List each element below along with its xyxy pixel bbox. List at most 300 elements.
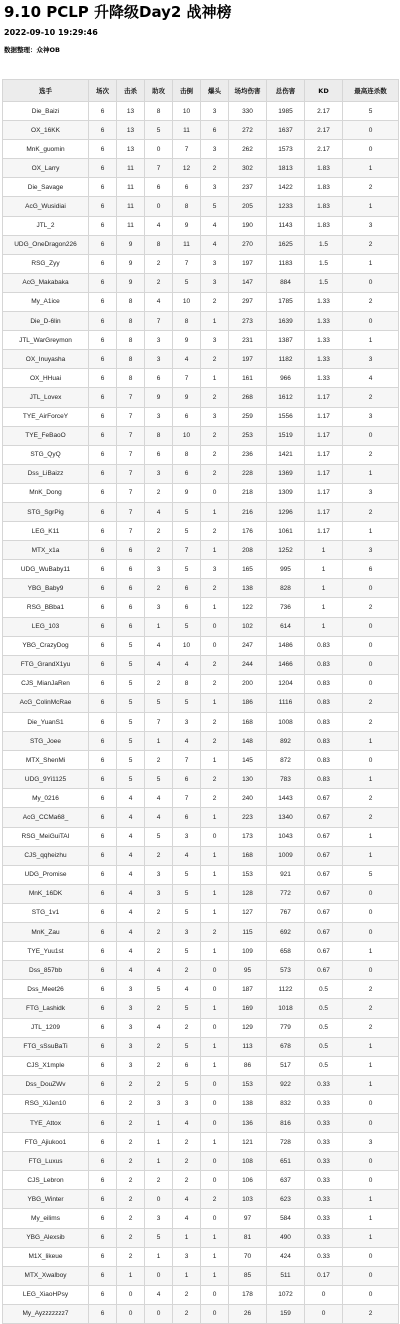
cell-assists: 7 [145, 713, 173, 732]
cell-assists: 3 [145, 560, 173, 579]
cell-total-damage: 1009 [267, 846, 305, 865]
cell-headshots: 0 [201, 483, 229, 502]
cell-assists: 8 [145, 426, 173, 445]
cell-player-name: JTL_WarGreymon [3, 331, 89, 350]
cell-knocks: 10 [173, 102, 201, 121]
table-row [3, 1247, 399, 1266]
table-row [3, 273, 399, 292]
cell-player-name: TYE_FeBaoO [3, 426, 89, 445]
cell-player-name: JTL_1209 [3, 1018, 89, 1037]
cell-assists: 2 [145, 1056, 173, 1075]
table-row [3, 235, 399, 254]
cell-max-streak: 2 [343, 292, 399, 311]
cell-max-streak: 2 [343, 713, 399, 732]
cell-max-streak: 0 [343, 273, 399, 292]
cell-player-name: OX_Larry [3, 159, 89, 178]
cell-max-streak: 0 [343, 923, 399, 942]
cell-assists: 3 [145, 1209, 173, 1228]
cell-avg-damage: 200 [229, 674, 267, 693]
cell-player-name: STG_QyQ [3, 445, 89, 464]
cell-kd: 1.17 [305, 502, 343, 521]
table-row [3, 102, 399, 121]
cell-avg-damage: 26 [229, 1304, 267, 1323]
cell-assists: 4 [145, 961, 173, 980]
cell-matches: 6 [89, 273, 117, 292]
cell-max-streak: 1 [343, 1075, 399, 1094]
cell-total-damage: 1387 [267, 331, 305, 350]
cell-player-name: Dss_LiBaizz [3, 464, 89, 483]
cell-headshots: 2 [201, 789, 229, 808]
cell-knocks: 6 [173, 808, 201, 827]
cell-kd: 1.17 [305, 522, 343, 541]
cell-max-streak: 1 [343, 942, 399, 961]
cell-avg-damage: 153 [229, 865, 267, 884]
cell-kd: 0.67 [305, 903, 343, 922]
cell-total-damage: 692 [267, 923, 305, 942]
cell-max-streak: 0 [343, 140, 399, 159]
cell-total-damage: 1985 [267, 102, 305, 121]
cell-knocks: 10 [173, 426, 201, 445]
cell-knocks: 6 [173, 1056, 201, 1075]
cell-kills: 4 [117, 846, 145, 865]
cell-matches: 6 [89, 216, 117, 235]
table-row [3, 1209, 399, 1228]
cell-player-name: YBG_Alexsib [3, 1228, 89, 1247]
cell-kd: 0.5 [305, 1037, 343, 1056]
cell-assists: 2 [145, 1171, 173, 1190]
cell-kills: 1 [117, 1266, 145, 1285]
cell-matches: 6 [89, 923, 117, 942]
cell-kills: 5 [117, 732, 145, 751]
cell-kills: 6 [117, 560, 145, 579]
cell-assists: 4 [145, 216, 173, 235]
cell-kd: 1.33 [305, 369, 343, 388]
cell-max-streak: 0 [343, 579, 399, 598]
cell-matches: 6 [89, 1209, 117, 1228]
cell-headshots: 2 [201, 579, 229, 598]
cell-kills: 3 [117, 999, 145, 1018]
cell-player-name: Dss_Meet26 [3, 980, 89, 999]
cell-knocks: 5 [173, 884, 201, 903]
cell-kd: 1.83 [305, 159, 343, 178]
cell-total-damage: 1309 [267, 483, 305, 502]
cell-matches: 6 [89, 140, 117, 159]
cell-headshots: 0 [201, 827, 229, 846]
cell-total-damage: 1043 [267, 827, 305, 846]
table-row [3, 483, 399, 502]
cell-total-damage: 1018 [267, 999, 305, 1018]
cell-max-streak: 6 [343, 560, 399, 579]
cell-total-damage: 892 [267, 732, 305, 751]
cell-avg-damage: 147 [229, 273, 267, 292]
cell-assists: 8 [145, 102, 173, 121]
cell-kd: 0.5 [305, 1018, 343, 1037]
cell-player-name: MTX_ShenMi [3, 751, 89, 770]
cell-max-streak: 0 [343, 1285, 399, 1304]
cell-headshots: 2 [201, 522, 229, 541]
cell-player-name: TYE_AirForceY [3, 407, 89, 426]
cell-headshots: 3 [201, 254, 229, 273]
cell-total-damage: 1061 [267, 522, 305, 541]
cell-player-name: My_Ayzzzzzzz7 [3, 1304, 89, 1323]
cell-headshots: 2 [201, 713, 229, 732]
cell-knocks: 6 [173, 770, 201, 789]
cell-player-name: JTL_Lovex [3, 388, 89, 407]
cell-knocks: 12 [173, 159, 201, 178]
table-row [3, 598, 399, 617]
cell-max-streak: 1 [343, 331, 399, 350]
cell-max-streak: 2 [343, 445, 399, 464]
cell-player-name: YBG_Winter [3, 1190, 89, 1209]
cell-avg-damage: 330 [229, 102, 267, 121]
table-row [3, 464, 399, 483]
table-row [3, 1228, 399, 1247]
cell-total-damage: 1466 [267, 655, 305, 674]
cell-assists: 4 [145, 636, 173, 655]
cell-total-damage: 159 [267, 1304, 305, 1323]
cell-headshots: 2 [201, 464, 229, 483]
cell-matches: 6 [89, 292, 117, 311]
cell-avg-damage: 228 [229, 464, 267, 483]
cell-knocks: 4 [173, 1113, 201, 1132]
cell-matches: 6 [89, 522, 117, 541]
cell-max-streak: 2 [343, 502, 399, 521]
cell-kills: 9 [117, 254, 145, 273]
col-header-knocks: 击倒 [173, 80, 201, 102]
cell-player-name: LEG_103 [3, 617, 89, 636]
col-header-headshots: 爆头 [201, 80, 229, 102]
cell-player-name: RSG_XiJen10 [3, 1094, 89, 1113]
cell-total-damage: 1252 [267, 541, 305, 560]
cell-assists: 0 [145, 1304, 173, 1323]
cell-headshots: 1 [201, 751, 229, 770]
cell-total-damage: 1296 [267, 502, 305, 521]
cell-total-damage: 1573 [267, 140, 305, 159]
cell-avg-damage: 253 [229, 426, 267, 445]
table-row [3, 636, 399, 655]
cell-knocks: 8 [173, 445, 201, 464]
cell-matches: 6 [89, 1133, 117, 1152]
cell-avg-damage: 218 [229, 483, 267, 502]
cell-total-damage: 1072 [267, 1285, 305, 1304]
cell-max-streak: 1 [343, 1056, 399, 1075]
cell-avg-damage: 145 [229, 751, 267, 770]
cell-knocks: 4 [173, 655, 201, 674]
cell-kills: 7 [117, 388, 145, 407]
cell-kills: 4 [117, 827, 145, 846]
cell-max-streak: 1 [343, 1209, 399, 1228]
table-row [3, 140, 399, 159]
cell-kills: 7 [117, 407, 145, 426]
cell-total-damage: 1625 [267, 235, 305, 254]
cell-matches: 6 [89, 1075, 117, 1094]
table-row [3, 522, 399, 541]
cell-kills: 9 [117, 273, 145, 292]
cell-knocks: 5 [173, 1037, 201, 1056]
page-title: 9.10 PCLP 升降级Day2 战神榜 [4, 3, 232, 21]
cell-avg-damage: 109 [229, 942, 267, 961]
cell-player-name: OX_Inuyasha [3, 350, 89, 369]
cell-kd: 0.33 [305, 1133, 343, 1152]
cell-knocks: 4 [173, 980, 201, 999]
cell-kills: 3 [117, 1056, 145, 1075]
cell-matches: 6 [89, 1056, 117, 1075]
table-row [3, 1075, 399, 1094]
cell-max-streak: 2 [343, 999, 399, 1018]
cell-knocks: 7 [173, 541, 201, 560]
cell-matches: 6 [89, 121, 117, 140]
table-row [3, 178, 399, 197]
cell-kd: 0.83 [305, 674, 343, 693]
table-row [3, 579, 399, 598]
cell-total-damage: 1143 [267, 216, 305, 235]
cell-kills: 2 [117, 1075, 145, 1094]
cell-assists: 3 [145, 464, 173, 483]
cell-max-streak: 1 [343, 1190, 399, 1209]
cell-knocks: 6 [173, 178, 201, 197]
cell-knocks: 5 [173, 273, 201, 292]
cell-max-streak: 0 [343, 617, 399, 636]
cell-avg-damage: 176 [229, 522, 267, 541]
cell-player-name: UDG_9Yi1125 [3, 770, 89, 789]
table-row [3, 942, 399, 961]
cell-headshots: 0 [201, 1113, 229, 1132]
cell-player-name: AcG_CCMa68_ [3, 808, 89, 827]
cell-matches: 6 [89, 502, 117, 521]
cell-kd: 0.83 [305, 751, 343, 770]
table-row [3, 369, 399, 388]
cell-avg-damage: 108 [229, 1152, 267, 1171]
cell-kills: 7 [117, 445, 145, 464]
cell-player-name: FTG_Ajiukoo1 [3, 1133, 89, 1152]
cell-headshots: 1 [201, 1266, 229, 1285]
cell-kills: 5 [117, 674, 145, 693]
cell-headshots: 3 [201, 560, 229, 579]
cell-knocks: 1 [173, 1266, 201, 1285]
cell-player-name: MTX_Xwalboy [3, 1266, 89, 1285]
cell-knocks: 4 [173, 732, 201, 751]
cell-headshots: 5 [201, 197, 229, 216]
cell-player-name: CJS_Lebron [3, 1171, 89, 1190]
cell-kd: 0.67 [305, 808, 343, 827]
cell-headshots: 3 [201, 273, 229, 292]
cell-headshots: 2 [201, 770, 229, 789]
cell-matches: 6 [89, 407, 117, 426]
cell-matches: 6 [89, 1037, 117, 1056]
cell-max-streak: 0 [343, 1247, 399, 1266]
cell-avg-damage: 169 [229, 999, 267, 1018]
cell-total-damage: 1008 [267, 713, 305, 732]
cell-headshots: 0 [201, 1285, 229, 1304]
cell-max-streak: 0 [343, 751, 399, 770]
table-row [3, 159, 399, 178]
cell-kd: 0.83 [305, 770, 343, 789]
cell-max-streak: 3 [343, 483, 399, 502]
cell-matches: 6 [89, 350, 117, 369]
cell-headshots: 4 [201, 235, 229, 254]
cell-kills: 0 [117, 1285, 145, 1304]
cell-headshots: 0 [201, 1304, 229, 1323]
cell-player-name: Die_D-6lin [3, 312, 89, 331]
cell-avg-damage: 178 [229, 1285, 267, 1304]
cell-kd: 1 [305, 617, 343, 636]
cell-headshots: 1 [201, 693, 229, 712]
cell-kills: 11 [117, 159, 145, 178]
cell-kd: 1.83 [305, 178, 343, 197]
cell-max-streak: 0 [343, 1152, 399, 1171]
table-row [3, 961, 399, 980]
cell-kills: 11 [117, 216, 145, 235]
cell-headshots: 0 [201, 1171, 229, 1190]
cell-avg-damage: 270 [229, 235, 267, 254]
cell-assists: 7 [145, 159, 173, 178]
cell-knocks: 5 [173, 522, 201, 541]
cell-total-damage: 658 [267, 942, 305, 961]
table-row [3, 502, 399, 521]
cell-knocks: 7 [173, 789, 201, 808]
cell-total-damage: 614 [267, 617, 305, 636]
cell-knocks: 10 [173, 636, 201, 655]
cell-avg-damage: 85 [229, 1266, 267, 1285]
cell-kd: 0.33 [305, 1075, 343, 1094]
cell-assists: 1 [145, 732, 173, 751]
cell-assists: 1 [145, 1133, 173, 1152]
cell-kd: 1.17 [305, 464, 343, 483]
cell-assists: 1 [145, 1152, 173, 1171]
table-row [3, 923, 399, 942]
table-body [3, 102, 399, 1324]
cell-max-streak: 1 [343, 197, 399, 216]
cell-avg-damage: 168 [229, 713, 267, 732]
cell-max-streak: 2 [343, 598, 399, 617]
cell-kills: 7 [117, 502, 145, 521]
table-row [3, 560, 399, 579]
cell-knocks: 7 [173, 751, 201, 770]
cell-knocks: 2 [173, 1171, 201, 1190]
cell-knocks: 9 [173, 388, 201, 407]
cell-assists: 4 [145, 502, 173, 521]
cell-total-damage: 1639 [267, 312, 305, 331]
cell-player-name: Die_Savage [3, 178, 89, 197]
cell-player-name: MnK_guomin [3, 140, 89, 159]
cell-matches: 6 [89, 732, 117, 751]
cell-max-streak: 0 [343, 961, 399, 980]
cell-headshots: 1 [201, 1037, 229, 1056]
cell-knocks: 5 [173, 560, 201, 579]
cell-avg-damage: 168 [229, 846, 267, 865]
cell-kd: 0.67 [305, 884, 343, 903]
cell-total-damage: 921 [267, 865, 305, 884]
cell-matches: 6 [89, 1094, 117, 1113]
cell-knocks: 8 [173, 674, 201, 693]
cell-assists: 0 [145, 140, 173, 159]
table-row [3, 1266, 399, 1285]
col-header-kd: KD [305, 80, 343, 102]
cell-max-streak: 1 [343, 846, 399, 865]
cell-assists: 8 [145, 235, 173, 254]
cell-kd: 0.67 [305, 961, 343, 980]
cell-kills: 6 [117, 541, 145, 560]
timestamp: 2022-09-10 19:29:46 [4, 28, 98, 37]
cell-kd: 1.5 [305, 254, 343, 273]
cell-total-damage: 584 [267, 1209, 305, 1228]
cell-matches: 6 [89, 980, 117, 999]
table-row [3, 1056, 399, 1075]
cell-total-damage: 1116 [267, 693, 305, 712]
cell-assists: 5 [145, 770, 173, 789]
cell-avg-damage: 231 [229, 331, 267, 350]
cell-avg-damage: 165 [229, 560, 267, 579]
table-row [3, 445, 399, 464]
cell-avg-damage: 173 [229, 827, 267, 846]
cell-max-streak: 2 [343, 693, 399, 712]
cell-avg-damage: 138 [229, 579, 267, 598]
cell-avg-damage: 272 [229, 121, 267, 140]
cell-kills: 8 [117, 350, 145, 369]
cell-avg-damage: 197 [229, 350, 267, 369]
cell-kd: 1 [305, 598, 343, 617]
cell-player-name: Die_YuanS1 [3, 713, 89, 732]
cell-assists: 4 [145, 1285, 173, 1304]
cell-headshots: 2 [201, 388, 229, 407]
cell-knocks: 6 [173, 598, 201, 617]
cell-max-streak: 0 [343, 884, 399, 903]
cell-avg-damage: 186 [229, 693, 267, 712]
table-row [3, 1037, 399, 1056]
cell-kills: 7 [117, 483, 145, 502]
cell-knocks: 5 [173, 865, 201, 884]
cell-matches: 6 [89, 999, 117, 1018]
cell-assists: 3 [145, 407, 173, 426]
cell-player-name: Die_Baizi [3, 102, 89, 121]
cell-matches: 6 [89, 483, 117, 502]
cell-total-damage: 1369 [267, 464, 305, 483]
cell-max-streak: 0 [343, 655, 399, 674]
cell-matches: 6 [89, 808, 117, 827]
cell-player-name: CJS_qqheizhu [3, 846, 89, 865]
cell-kd: 1.17 [305, 445, 343, 464]
cell-total-damage: 783 [267, 770, 305, 789]
cell-headshots: 1 [201, 884, 229, 903]
cell-kd: 0.83 [305, 732, 343, 751]
cell-kd: 0.33 [305, 1247, 343, 1266]
cell-total-damage: 1813 [267, 159, 305, 178]
cell-total-damage: 637 [267, 1171, 305, 1190]
cell-assists: 2 [145, 942, 173, 961]
cell-max-streak: 2 [343, 808, 399, 827]
cell-kills: 5 [117, 655, 145, 674]
table-row [3, 980, 399, 999]
cell-assists: 3 [145, 865, 173, 884]
table-row [3, 1094, 399, 1113]
cell-kills: 7 [117, 426, 145, 445]
cell-max-streak: 5 [343, 102, 399, 121]
cell-max-streak: 0 [343, 1171, 399, 1190]
cell-matches: 6 [89, 903, 117, 922]
cell-total-damage: 573 [267, 961, 305, 980]
cell-total-damage: 1785 [267, 292, 305, 311]
cell-player-name: MTX_x1a [3, 541, 89, 560]
cell-matches: 6 [89, 655, 117, 674]
cell-kd: 0 [305, 1304, 343, 1323]
cell-max-streak: 2 [343, 1304, 399, 1323]
cell-kills: 4 [117, 903, 145, 922]
cell-max-streak: 0 [343, 426, 399, 445]
cell-kills: 7 [117, 522, 145, 541]
cell-avg-damage: 102 [229, 617, 267, 636]
cell-assists: 0 [145, 1266, 173, 1285]
table-row [3, 350, 399, 369]
